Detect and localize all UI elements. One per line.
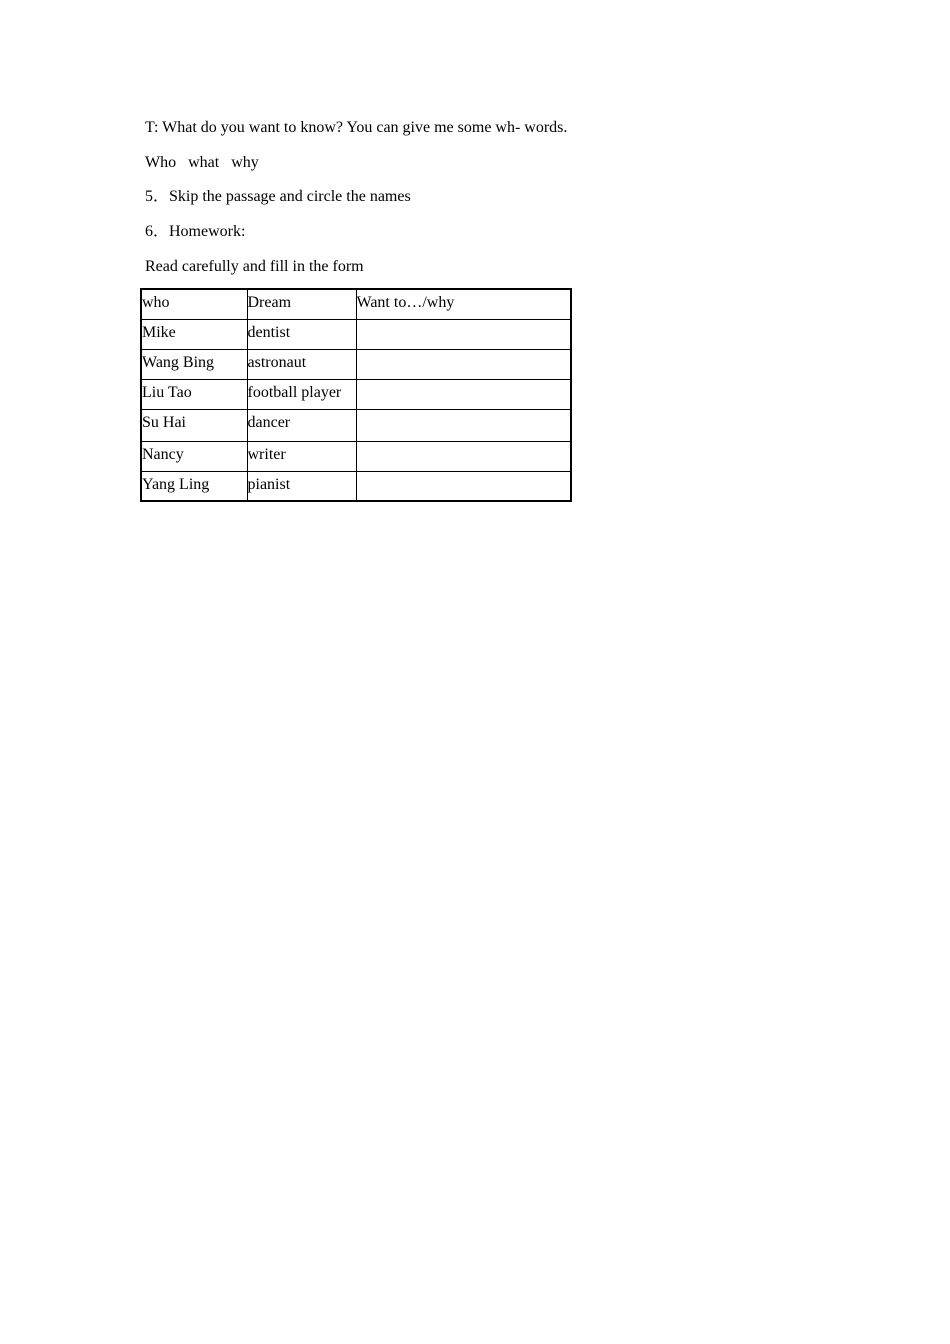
name-cell: [141, 319, 247, 349]
name-cell: [141, 379, 247, 409]
want-to-cell[interactable]: [356, 471, 571, 501]
cell-text: football player: [247, 383, 342, 401]
cell-text: Nancy: [142, 445, 184, 463]
dream-cell: [247, 379, 356, 409]
cell-text: Liu Tao: [142, 383, 192, 401]
cell-text: dentist: [247, 323, 291, 341]
cell-text: Mike: [142, 323, 176, 341]
want-to-cell[interactable]: [356, 349, 571, 379]
header-cell-want-to: [356, 289, 571, 319]
header-cell-dream: [247, 289, 356, 319]
header-label: Want to…/why: [356, 294, 455, 311]
name-cell: [141, 471, 247, 501]
cell-text: Su Hai: [142, 413, 186, 431]
step-5-line: 5．Skip the passage and circle the names: [145, 188, 411, 205]
cell-text: [357, 410, 571, 413]
name-cell: [141, 409, 247, 441]
dream-form-table: [140, 288, 572, 502]
header-label: who: [142, 294, 170, 311]
name-cell: [141, 349, 247, 379]
table-row: [141, 441, 571, 471]
cell-text: [357, 472, 571, 475]
wh-words-line: Who what why: [145, 154, 259, 171]
cell-text: dancer: [247, 413, 291, 431]
table-row: [141, 471, 571, 501]
table-row: [141, 349, 571, 379]
cell-text: [357, 442, 571, 445]
cell-text: Wang Bing: [142, 353, 215, 371]
dream-cell: [247, 441, 356, 471]
cell-text: [357, 380, 571, 383]
table-row: [141, 379, 571, 409]
cell-text: [357, 350, 571, 353]
step-6-homework-line: 6．Homework:: [145, 223, 246, 240]
dream-cell: [247, 319, 356, 349]
table-header-row: [141, 289, 571, 319]
header-cell-who: [141, 289, 247, 319]
instruction-line: Read carefully and fill in the form: [145, 258, 364, 275]
cell-text: Yang Ling: [142, 475, 210, 493]
cell-text: astronaut: [247, 353, 307, 371]
name-cell: [141, 441, 247, 471]
cell-text: [357, 320, 571, 323]
want-to-cell[interactable]: [356, 409, 571, 441]
want-to-cell[interactable]: [356, 319, 571, 349]
dream-cell: [247, 349, 356, 379]
header-label: Dream: [247, 294, 292, 311]
want-to-cell[interactable]: [356, 441, 571, 471]
teacher-prompt-line: T: What do you want to know? You can give me some wh- words.: [145, 119, 568, 136]
cell-text: pianist: [247, 475, 291, 493]
cell-text: writer: [247, 445, 286, 463]
dream-cell: [247, 409, 356, 441]
table-row: [141, 319, 571, 349]
table-row: [141, 409, 571, 441]
want-to-cell[interactable]: [356, 379, 571, 409]
dream-cell: [247, 471, 356, 501]
